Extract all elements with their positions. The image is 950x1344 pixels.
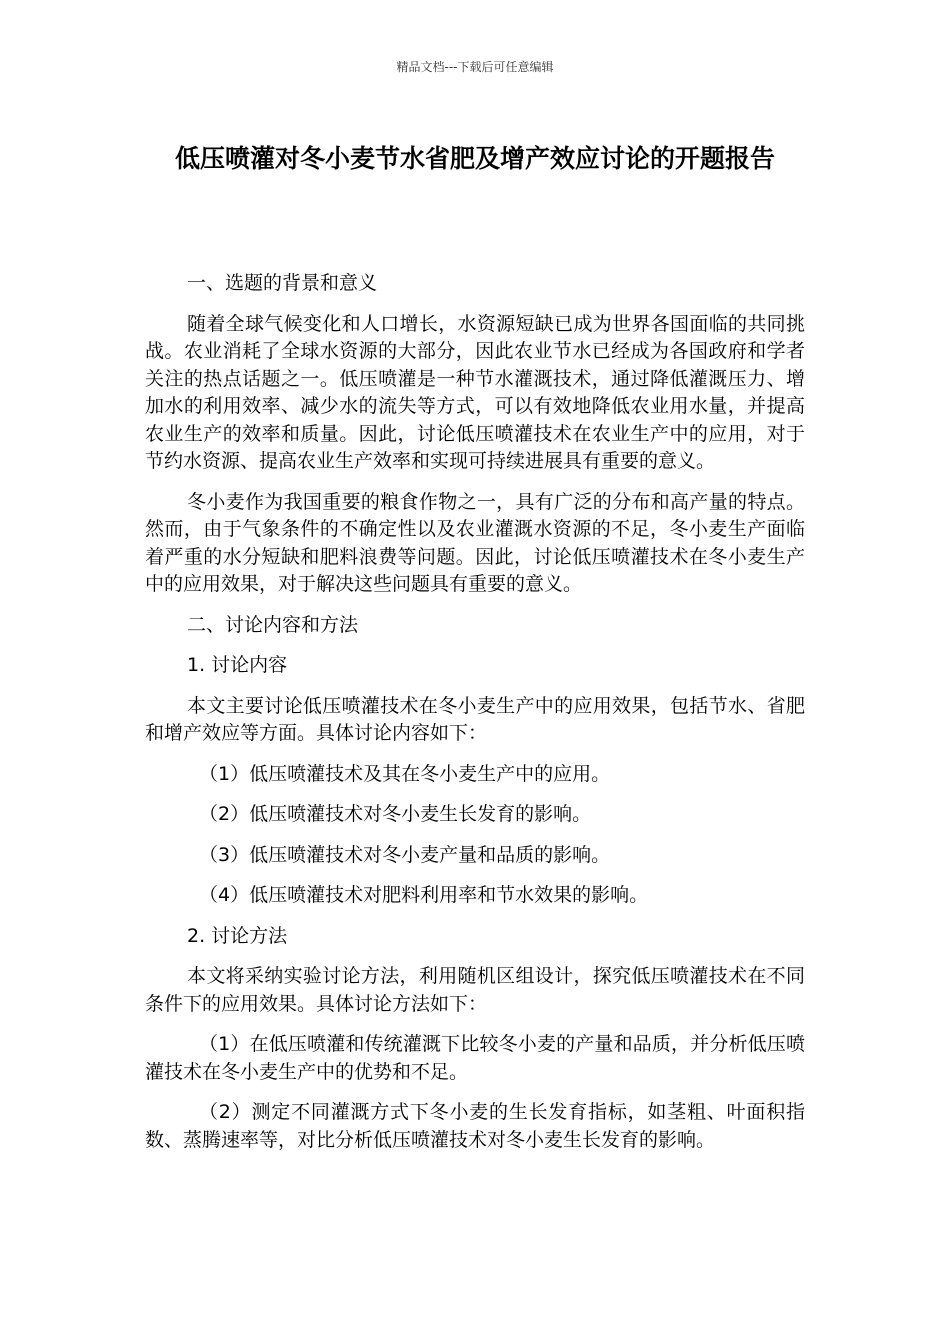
list-item: （1）低压喷灌技术及其在冬小麦生产中的应用。 xyxy=(199,762,611,785)
section-heading-background: 一、选题的背景和意义 xyxy=(187,272,378,294)
header-note: 精品文档---下载后可任意编辑 xyxy=(396,60,554,74)
list-item: （4）低压喷灌技术对肥料利用率和节水效果的影响。 xyxy=(199,884,649,906)
document-body xyxy=(145,270,805,1167)
paragraph-winter-wheat: 冬小麦作为我国重要的粮食作物之一，具有广泛的分布和高产量的特点。然而，由于气象条件的不确定性以及农业灌溉水资源的不足，冬小麦生产面临着严重的水分短缺和肥料浪费等问题。因此，讨论低压喷灌技术在冬小麦生产中的应用效果，对于解决这些问题具有重要的意义。 xyxy=(145,490,805,595)
list-item: （2）低压喷灌技术对冬小麦生长发育的影响。 xyxy=(199,803,592,825)
document-title: 低压喷灌对冬小麦节水省肥及增产效应讨论的开题报告 xyxy=(174,144,775,173)
list-item: （2）测定不同灌溉方式下冬小麦的生长发育指标，如茎粗、叶面积指数、蒸腾速率等，对比分析低压喷灌技术对冬小麦生长发育的影响。 xyxy=(145,1101,805,1151)
subheading-method: 2. 讨论方法 xyxy=(187,924,288,947)
section-heading-content-method: 二、讨论内容和方法 xyxy=(187,613,359,636)
list-item: （1）在低压喷灌和传统灌溉下比较冬小麦的产量和品质，并分析低压喷灌技术在冬小麦生产中的优势和不足。 xyxy=(145,1033,805,1083)
paragraph-content-intro: 本文主要讨论低压喷灌技术在冬小麦生产中的应用效果，包括节水、省肥和增产效应等方面。具体讨论内容如下： xyxy=(145,694,805,744)
subheading-content: 1. 讨论内容 xyxy=(187,654,288,676)
list-item: （3）低压喷灌技术对冬小麦产量和品质的影响。 xyxy=(199,843,611,866)
paragraph-background: 随着全球气候变化和人口增长，水资源短缺已成为世界各国面临的共同挑战。农业消耗了全球水资源的大部分，因此农业节水已经成为各国政府和学者关注的热点话题之一。低压喷灌是一种节水灌溉技术，通过降低灌溉压力、增加水的利用效率、减少水的流失等方式，可以有效地降低农业用水量，并提高农业生产的效率和质量。因此，讨论低压喷灌技术在农业生产中的应用，对于节约水资源、提高农业生产效率和实现可持续进展具有重要的意义。 xyxy=(145,312,805,472)
paragraph-method-intro: 本文将采纳实验讨论方法，利用随机区组设计，探究低压喷灌技术在不同条件下的应用效果。具体讨论方法如下： xyxy=(145,965,805,1015)
